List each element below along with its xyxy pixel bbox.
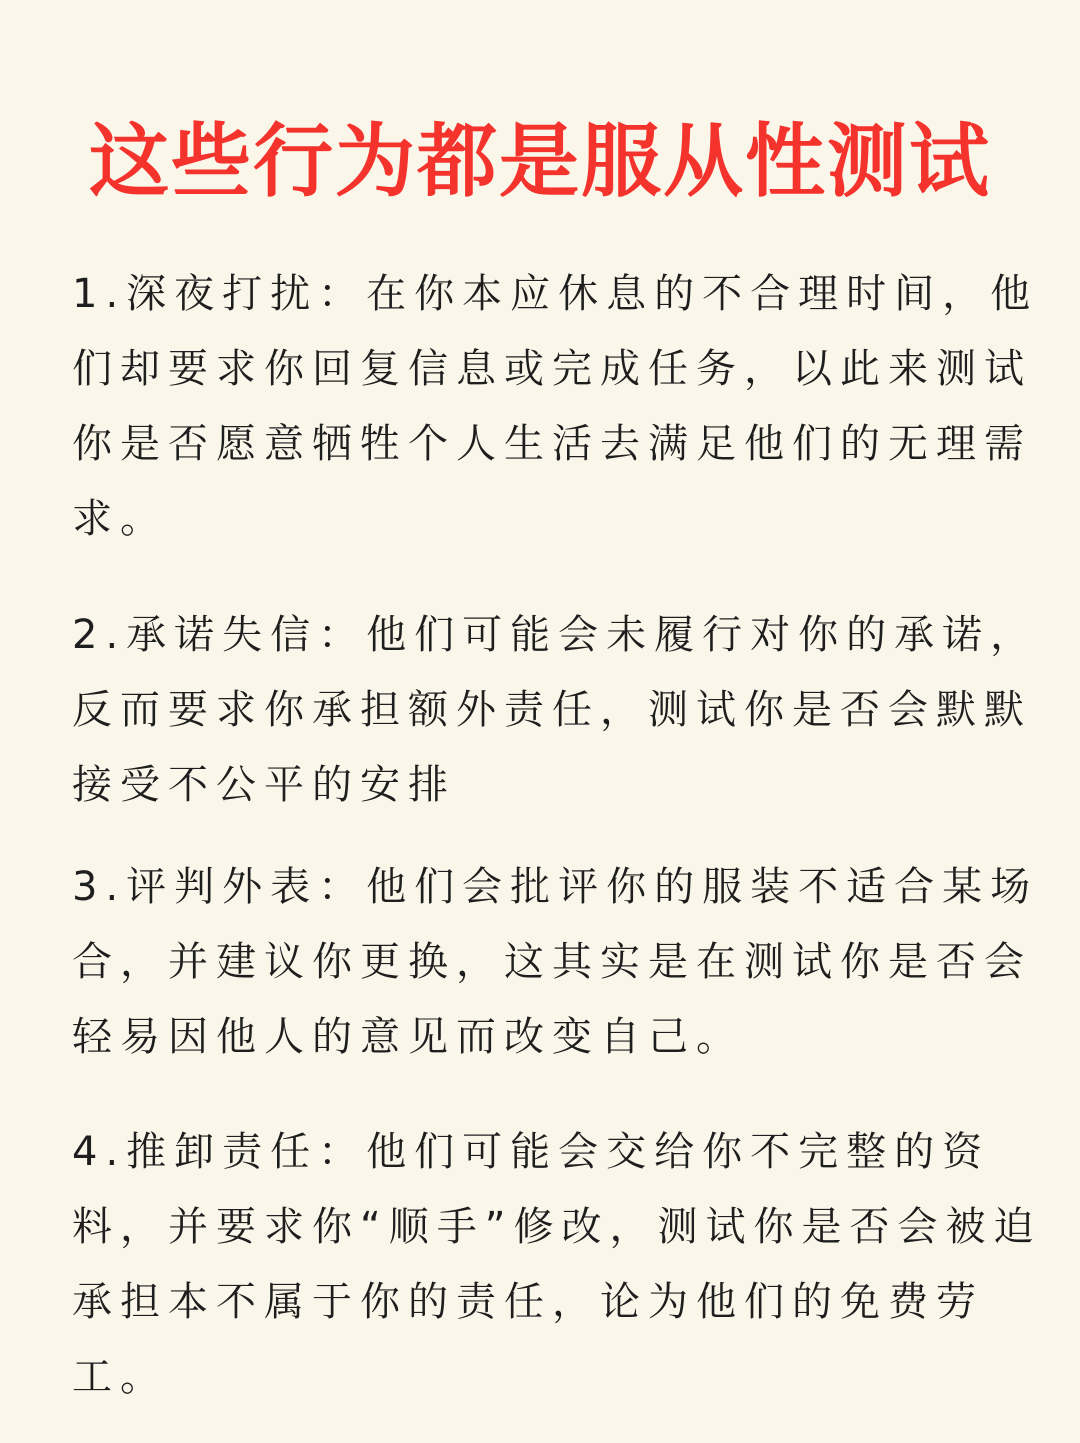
page-title: 这些行为都是服从性测试 xyxy=(89,115,991,208)
list-item: 3.评判外表：他们会批评你的服装不适合某场合，并建议你更换，这其实是在测试你是否会轻易因他人的意见而改变自己。 xyxy=(72,864,1039,1060)
list-item: 1.深夜打扰：在你本应休息的不合理时间，他们却要求你回复信息或完成任务，以此来测试你是否愿意牺牲个人生活去满足他们的无理需求。 xyxy=(72,271,1039,542)
list-item: 2.承诺失信：他们可能会未履行对你的承诺，反而要求你承担额外责任，测试你是否会默默接受不公平的安排 xyxy=(72,612,1039,808)
list-item: 4.推卸责任：他们可能会交给你不完整的资料，并要求你“顺手”修改，测试你是否会被迫承担本不属于你的责任，论为他们的免费劳工。 xyxy=(72,1129,1042,1400)
